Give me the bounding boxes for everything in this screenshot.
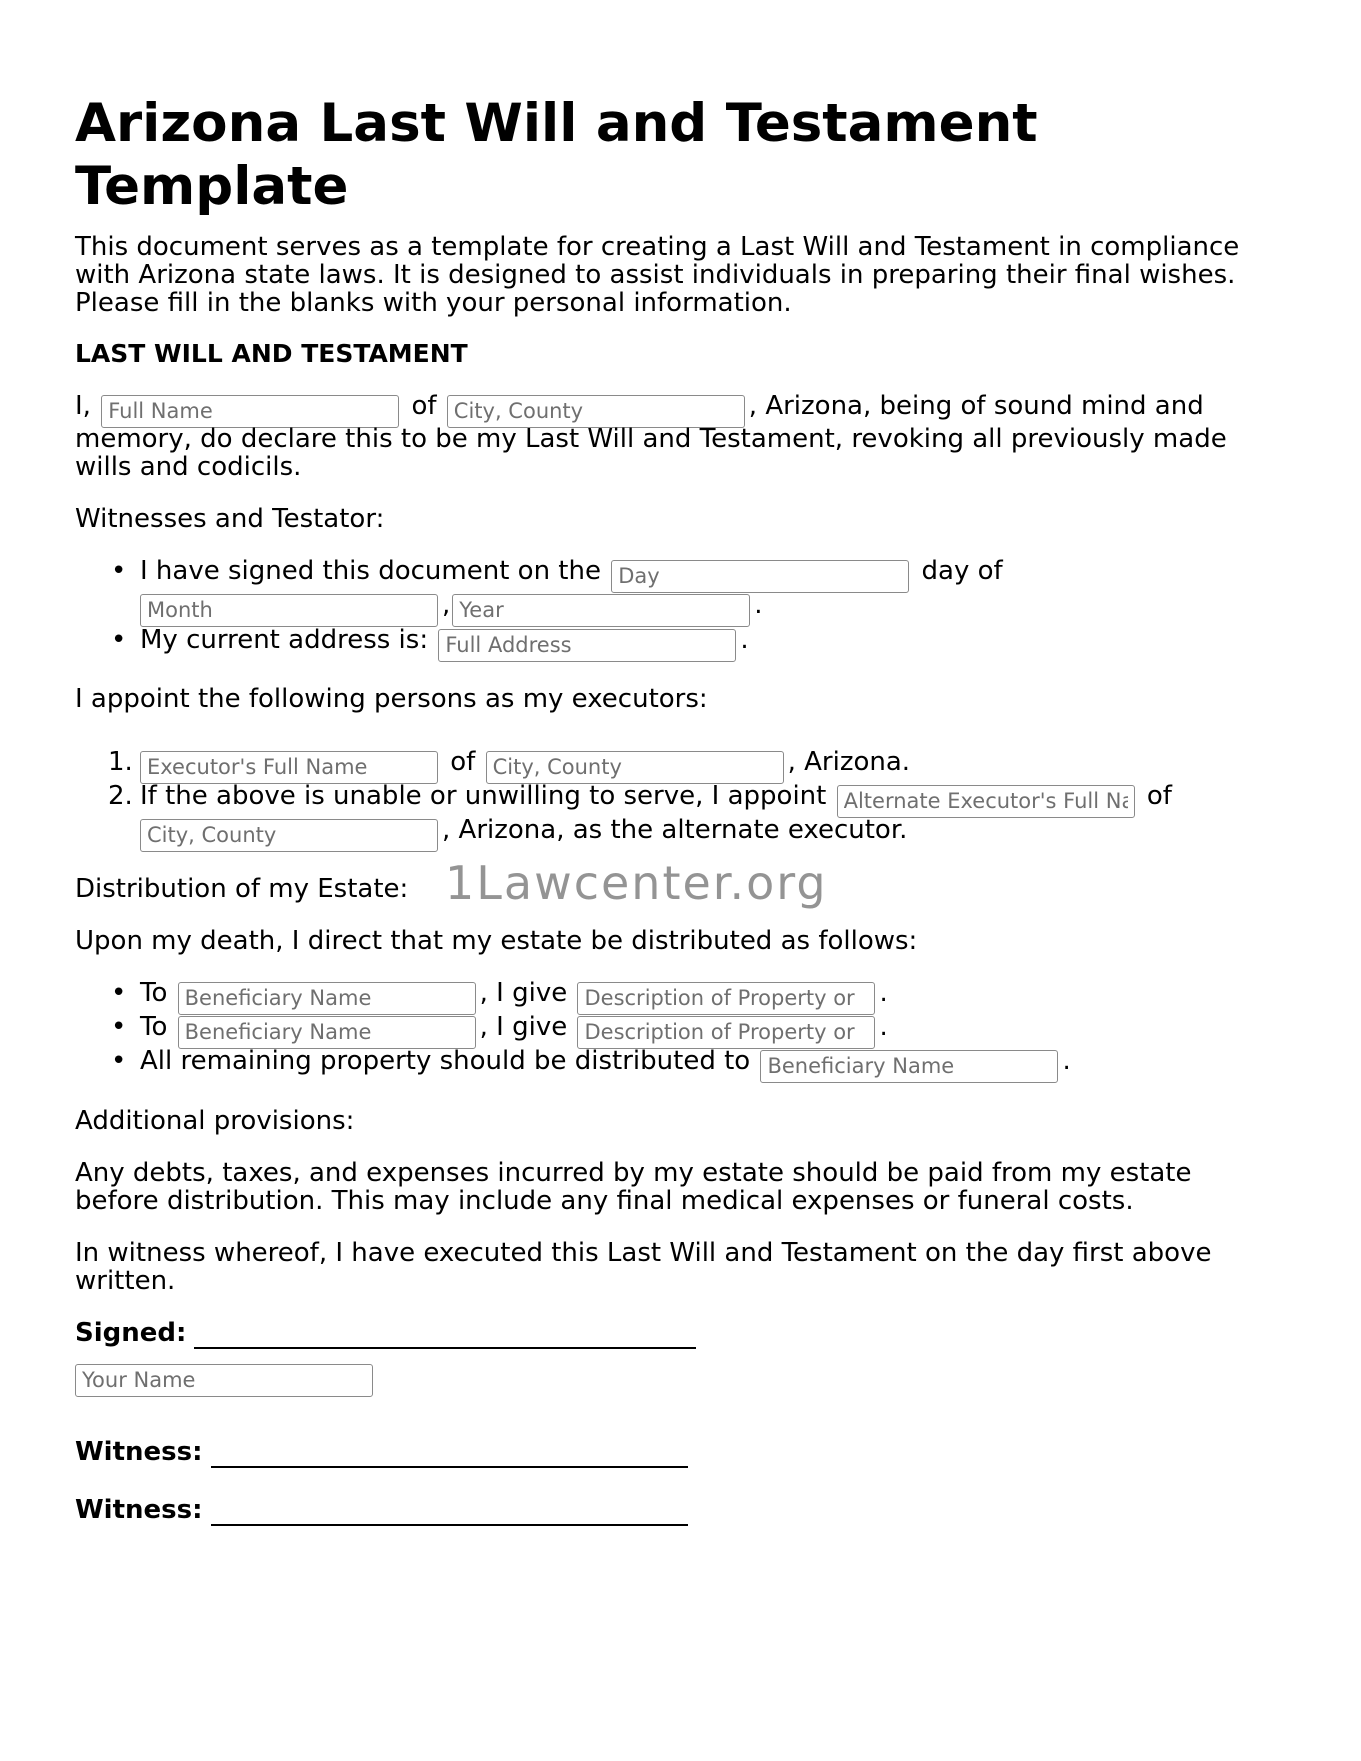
- comma-text: ,: [442, 590, 451, 620]
- give-text: , I give: [479, 1012, 568, 1042]
- alternate-suffix: , Arizona, as the alternate executor.: [442, 815, 908, 845]
- witness-label-1: Witness:: [75, 1437, 203, 1467]
- witness-line-2: [75, 1494, 688, 1526]
- bullet-icon: •: [111, 978, 127, 1008]
- your-name-row: [75, 1359, 377, 1397]
- address-prefix: My current address is:: [140, 625, 429, 655]
- executors-label: I appoint the following persons as my executors:: [75, 684, 708, 714]
- section-heading: LAST WILL AND TESTAMENT: [75, 339, 468, 368]
- executor-number-1: 1.: [108, 747, 133, 777]
- give-text: , I give: [479, 978, 568, 1008]
- executor-city-field[interactable]: [486, 751, 784, 784]
- signed-date-line-2: [140, 589, 763, 627]
- witnesses-testator-label: Witnesses and Testator:: [75, 504, 385, 534]
- period-text: .: [754, 590, 763, 620]
- beneficiary-name-field-1[interactable]: [178, 982, 476, 1015]
- beneficiary-name-field-2[interactable]: [178, 1016, 476, 1049]
- page-title: Arizona Last Will and Testament Template: [75, 93, 1038, 217]
- executor-number-2: 2.: [108, 781, 133, 811]
- remaining-beneficiary-field[interactable]: [760, 1050, 1058, 1083]
- declaration-line-1: [75, 390, 1204, 428]
- bequest-line-2: [140, 1011, 888, 1049]
- witness-label-2: Witness:: [75, 1495, 203, 1525]
- declaration-of: of: [411, 391, 437, 421]
- remaining-text: All remaining property should be distributed to: [140, 1046, 751, 1076]
- additional-line-1: Any debts, taxes, and expenses incurred by my estate should be paid from my estate: [75, 1158, 1192, 1188]
- period-text: .: [879, 978, 888, 1008]
- signature-line[interactable]: [194, 1319, 696, 1349]
- closing-line-1: In witness whereof, I have executed this Last Will and Testament on the day first above: [75, 1238, 1212, 1268]
- alternate-city-field[interactable]: [140, 819, 438, 852]
- declaration-prefix: I,: [75, 391, 91, 421]
- signed-line: [75, 1317, 696, 1349]
- month-field[interactable]: [140, 594, 438, 627]
- day-of-text: day of: [921, 556, 1003, 586]
- period-text: .: [740, 625, 749, 655]
- period-text: .: [879, 1012, 888, 1042]
- alternate-executor-line-2: [140, 814, 907, 852]
- to-text: To: [140, 978, 168, 1008]
- alternate-of: of: [1146, 781, 1172, 811]
- additional-line-2: before distribution. This may include any final medical expenses or funeral costs.: [75, 1186, 1134, 1216]
- witness-signature-line-2[interactable]: [211, 1496, 688, 1526]
- closing-line-2: written.: [75, 1266, 176, 1296]
- bullet-icon: •: [111, 556, 127, 586]
- property-description-field-1[interactable]: [577, 982, 875, 1015]
- intro-line-2: with Arizona state laws. It is designed to assist individuals in preparing their final wishes.: [75, 260, 1236, 290]
- to-text: To: [140, 1012, 168, 1042]
- intro-line-3: Please fill in the blanks with your personal information.: [75, 288, 792, 318]
- alternate-prefix: If the above is unable or unwilling to serve, I appoint: [140, 781, 827, 811]
- full-address-field[interactable]: [438, 629, 736, 662]
- intro-line-1: This document serves as a template for creating a Last Will and Testament in compliance: [75, 232, 1240, 262]
- year-field[interactable]: [452, 594, 750, 627]
- your-name-field[interactable]: [75, 1364, 373, 1397]
- watermark: 1Lawcenter.org: [445, 856, 828, 910]
- bequest-line-1: [140, 977, 888, 1015]
- property-description-field-2[interactable]: [577, 1016, 875, 1049]
- executor-line: [140, 746, 910, 784]
- additional-label: Additional provisions:: [75, 1106, 355, 1136]
- distribution-intro: Upon my death, I direct that my estate be distributed as follows:: [75, 926, 918, 956]
- alternate-executor-line-1: [140, 780, 1172, 818]
- address-line: [140, 624, 749, 662]
- executor-of: of: [450, 747, 476, 777]
- signed-label: Signed:: [75, 1318, 187, 1348]
- distribution-label: Distribution of my Estate:: [75, 874, 409, 904]
- declaration-line-2: memory, do declare this to be my Last Will and Testament, revoking all previously made: [75, 424, 1227, 454]
- executor-arizona: , Arizona.: [787, 747, 911, 777]
- witness-signature-line-1[interactable]: [211, 1438, 688, 1468]
- executor-name-field[interactable]: [140, 751, 438, 784]
- bullet-icon: •: [111, 625, 127, 655]
- bullet-icon: •: [111, 1046, 127, 1076]
- signed-date-line-1: [140, 555, 1003, 593]
- bullet-icon: •: [111, 1012, 127, 1042]
- signed-prefix: I have signed this document on the: [140, 556, 601, 586]
- day-field[interactable]: [611, 560, 909, 593]
- remaining-property-line: [140, 1045, 1071, 1083]
- alternate-executor-name-field[interactable]: [837, 785, 1135, 818]
- period-text: .: [1062, 1046, 1071, 1076]
- witness-line-1: [75, 1436, 688, 1468]
- declaration-suffix: , Arizona, being of sound mind and: [748, 391, 1204, 421]
- declaration-line-3: wills and codicils.: [75, 452, 302, 482]
